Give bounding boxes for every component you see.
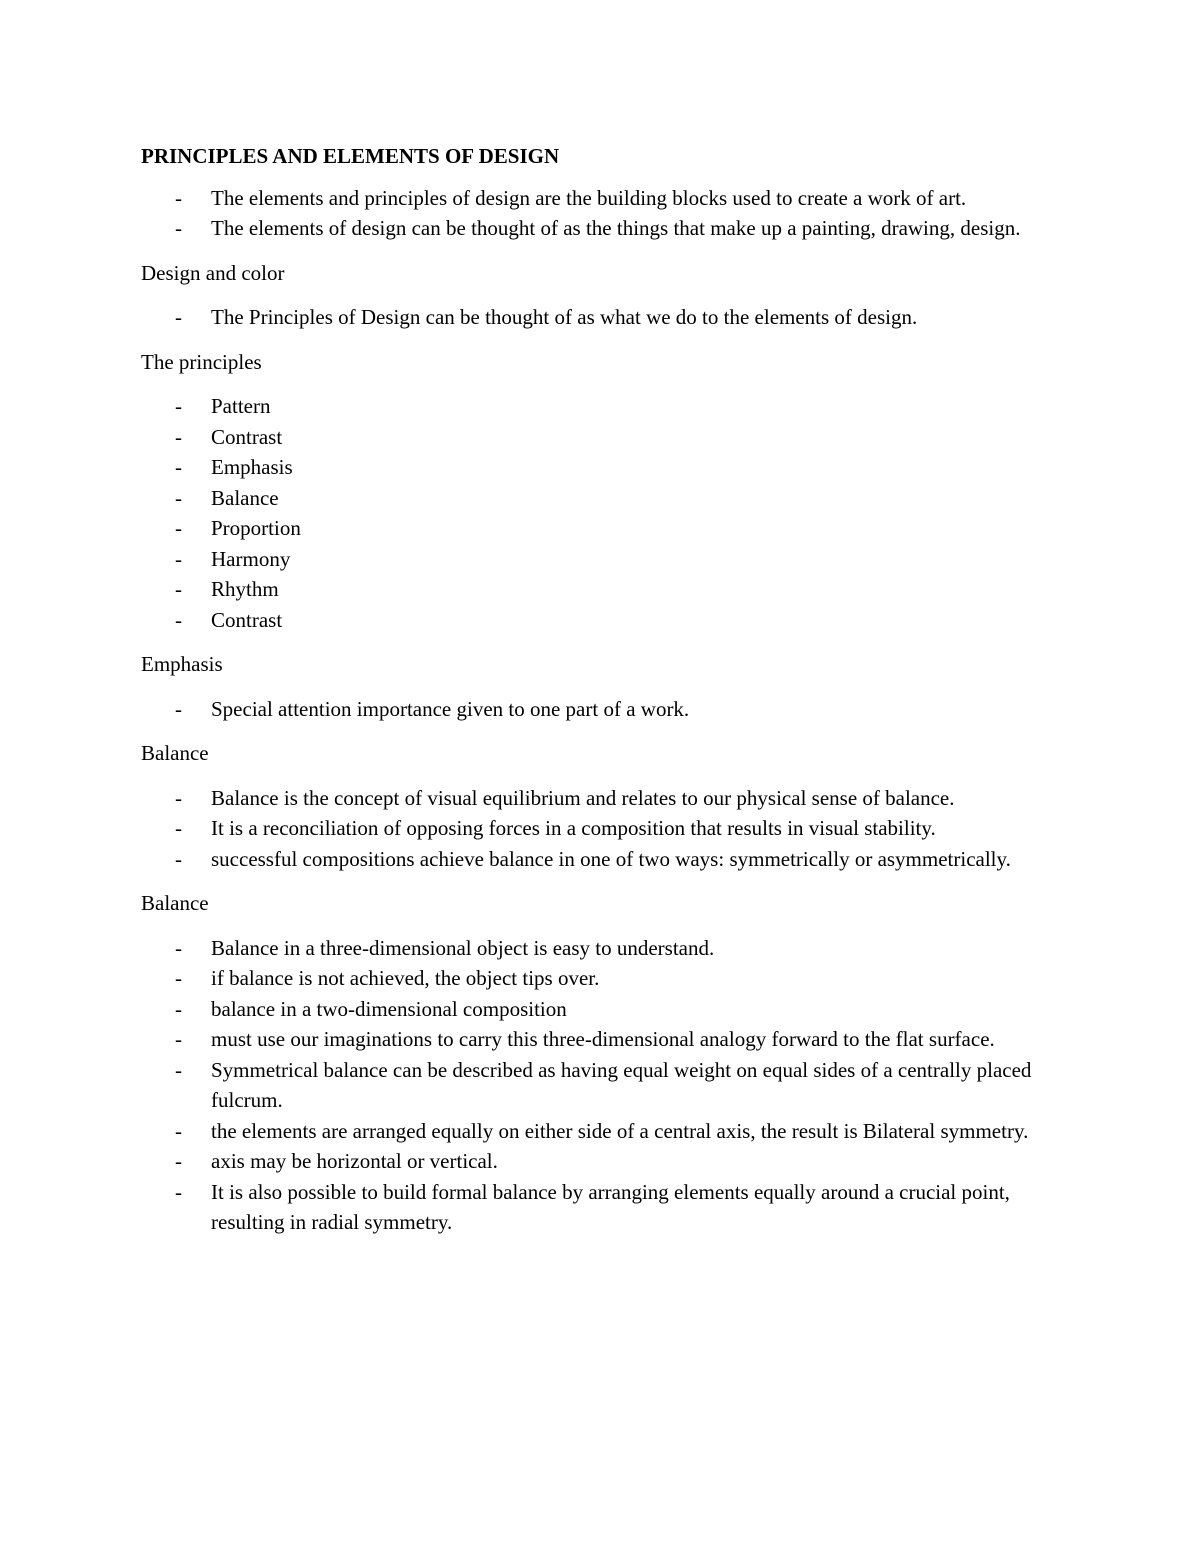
dash-marker: -	[175, 216, 182, 240]
dash-marker: -	[175, 785, 182, 810]
list-item	[141, 544, 1071, 575]
dash-marker: -	[175, 185, 182, 210]
dash-marker: -	[175, 577, 182, 601]
list-item-text: Balance	[211, 485, 279, 510]
dash-marker: -	[175, 816, 182, 840]
list-item	[141, 213, 1071, 244]
list-item	[141, 994, 1071, 1025]
list-item	[141, 1116, 1071, 1147]
list-item-text: Contrast	[211, 424, 283, 449]
list-item-text: if balance is not achieved, the object tips over.	[211, 966, 600, 990]
list-item-text: balance in a two-dimensional composition	[211, 996, 567, 1021]
dash-marker: -	[175, 546, 182, 571]
dash-marker: -	[175, 1149, 182, 1173]
dash-marker: -	[175, 1027, 182, 1051]
list-item	[141, 302, 1071, 333]
list-item	[141, 513, 1071, 544]
dash-marker: -	[175, 305, 182, 329]
list-item-text: Harmony	[211, 546, 291, 571]
list-item-text: Symmetrical balance can be described as having equal weight on equal sides of a centrally placed fulcrum.	[211, 1057, 1032, 1112]
list-item	[141, 783, 1071, 814]
balance-list	[141, 783, 1071, 875]
list-item-text: axis may be horizontal or vertical.	[211, 1149, 498, 1173]
list-item-text: Proportion	[211, 516, 301, 540]
list-item-text: Balance is the concept of visual equilibrium and relates to our physical sense of balance.	[211, 785, 955, 810]
list-item-text: The Principles of Design can be thought of as what we do to the elements of design.	[211, 305, 918, 329]
list-item	[141, 1055, 1071, 1116]
list-item	[141, 483, 1071, 514]
dash-marker: -	[175, 516, 182, 540]
section-heading-the-principles: The principles	[141, 349, 262, 374]
list-item	[141, 452, 1071, 483]
dash-marker: -	[175, 485, 182, 510]
dash-marker: -	[175, 455, 182, 479]
list-item	[141, 391, 1071, 422]
dash-marker: -	[175, 996, 182, 1021]
list-item	[141, 183, 1071, 214]
dash-marker: -	[175, 935, 182, 960]
document-title: PRINCIPLES AND ELEMENTS OF DESIGN	[141, 144, 560, 168]
dash-marker: -	[175, 394, 182, 418]
list-item-text: The elements of design can be thought of as the things that make up a painting, drawing, design.	[211, 216, 1021, 240]
section-heading-design-and-color: Design and color	[141, 260, 285, 285]
list-item-text: successful compositions achieve balance in one of two ways: symmetrically or asymmetrically.	[211, 846, 1011, 871]
list-item-text: The elements and principles of design are the building blocks used to create a work of art.	[211, 185, 967, 210]
list-item	[141, 694, 1071, 725]
list-item-text: Pattern	[211, 394, 271, 418]
list-item-text: Rhythm	[211, 577, 279, 601]
list-item	[141, 1146, 1071, 1177]
dash-marker: -	[175, 607, 182, 632]
section-heading-balance-2: Balance	[141, 891, 209, 915]
dash-marker: -	[175, 424, 182, 449]
list-item-text: Contrast	[211, 607, 283, 632]
document-body	[141, 141, 1071, 1252]
list-item-text: must use our imaginations to carry this three-dimensional analogy forward to the flat surface.	[211, 1027, 995, 1051]
list-item-text: It is also possible to build formal balance by arranging elements equally around a crucial point, resulting in radial symmetry.	[211, 1179, 1010, 1234]
principles-list	[141, 391, 1071, 635]
list-item	[141, 1024, 1071, 1055]
dash-marker: -	[175, 846, 182, 871]
emphasis-list	[141, 694, 1071, 725]
list-item	[141, 844, 1071, 875]
dash-marker: -	[175, 696, 182, 721]
dash-marker: -	[175, 1179, 182, 1204]
list-item	[141, 605, 1071, 636]
list-item-text: the elements are arranged equally on either side of a central axis, the result is Bilateral symmetry.	[211, 1118, 1029, 1143]
dash-marker: -	[175, 1118, 182, 1143]
list-item	[141, 574, 1071, 605]
section-heading-balance: Balance	[141, 741, 209, 765]
list-item	[141, 813, 1071, 844]
list-item	[141, 933, 1071, 964]
list-item-text: Balance in a three-dimensional object is easy to understand.	[211, 935, 715, 960]
list-item-text: It is a reconciliation of opposing forces in a composition that results in visual stability.	[211, 816, 936, 840]
balance-detail-list	[141, 933, 1071, 1238]
design-and-color-list	[141, 302, 1071, 333]
intro-list	[141, 183, 1071, 244]
dash-marker: -	[175, 966, 182, 990]
dash-marker: -	[175, 1057, 182, 1082]
list-item-text: Special attention importance given to one part of a work.	[211, 696, 690, 721]
section-heading-emphasis: Emphasis	[141, 652, 223, 676]
list-item	[141, 1177, 1071, 1238]
list-item	[141, 422, 1071, 453]
list-item	[141, 963, 1071, 994]
list-item-text: Emphasis	[211, 455, 293, 479]
